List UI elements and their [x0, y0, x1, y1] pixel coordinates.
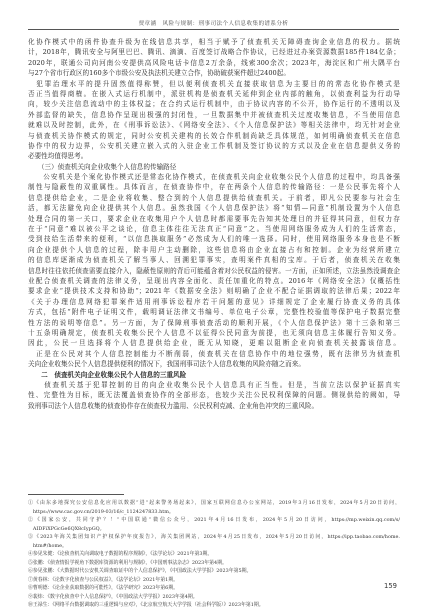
- footnote: ⑦黄春林：《论数字化侦查与公民权益》，《法学论坛》2021年第1期。: [28, 576, 179, 583]
- text-line: 处理合同的第一关口，要求企业在收集用户个人信息时都需要事先告知其处理目的并征得其同意，但权力存: [28, 214, 400, 223]
- section-heading: （三）侦查机关向企业收集个人信息的传输路径: [28, 162, 177, 171]
- text-line: 计，2018年，腾讯安全与阿里巴巴、腾讯、滴滴、百度签订战略合作协议，已经进过办案资源数据185件184亿条；: [28, 48, 400, 57]
- text-line: 向企业提供个人信息的过程，除非用户主动删除，这些信息将由企业直接占有和控制。企业为经营所建立: [28, 245, 400, 254]
- section-heading: 二 侦查机关向企业收集公民个人信息的三重风险: [28, 370, 187, 379]
- footnote: ③《2023年海关集团知识产护权保护年度报告》，海关集团网站，2024年4月25日发布，2024年5月20日访问，https://ipp.taobao.com/home.: [28, 534, 400, 540]
- footnotes: [28, 499, 400, 610]
- text-line: 犯罪治理水平的提升固然值得称赞，但以便利侦查机关直接获取信息为主要目的的常态化协作模式是: [28, 79, 400, 88]
- text-line: 必要性均值得思考。: [28, 152, 88, 161]
- text-line: 关向企业收集公民个人信息提供便利的情况下，我国刑事司法个人信息收集的风险亦随之而来。: [28, 360, 305, 369]
- footnote: ⑤张鹏：《侦查情报学视角下数据库资源的利用与规制》，《中国刑事法杂志》2023年第4期。: [28, 559, 227, 566]
- text-line: 要求企业“提供技术支持和协助”；2021年《数据安全法》则明确了企业不配合证据调取的法律后果；2022年: [28, 287, 400, 296]
- footnote: ⑨裴炜：《数字化侦查中个人信息保护》，《中国政法大学学报》2023年第4期。: [28, 593, 198, 600]
- text-line: 活，都无法避免向企业提供其个人信息。虽然我国《个人信息保护法》将“知情—同意”机制设置为个人信息: [28, 204, 400, 213]
- text-line: 信息提供给企业，二是企业将收集、整合到的个人信息提供给侦查机关。于前者，即凡公民要参与社会生: [28, 193, 400, 202]
- text-line: 因此，公民一旦选择将个人信息提供给企业，既无从知晓，更难以阻断企业向侦查机关披露该信息。: [28, 339, 400, 348]
- text-line: 业配合侦查机关调查的法律义务，呈现出内容全面化、责任加重化的特点。2016年《网络安全法》仅概括性: [28, 276, 400, 285]
- text-line: 正是在公民对其个人信息控制能力不断削弱，侦查机关在信息协作中的地位强势，既有法律另为侦查机: [28, 349, 400, 358]
- body-text: [28, 37, 400, 411]
- text-line: 《关于办理信息网络犯罪案件适用刑事诉讼程序若干问题的意见》详细规定了企业履行协查义务的具体: [28, 297, 400, 306]
- footnote: https://www.cac.gov.cn/2019-03/16/c_1124247833.htm。: [28, 508, 174, 515]
- footnote: htm#/home。: [28, 542, 67, 549]
- text-line: 十五条明确规定，侦查机关收集公民个人信息不以征得公民同意为前提，也无须向信息主体履行告知义务。: [28, 328, 400, 337]
- running-head: 贾章涵 风险与规制：刑事司法个人信息收集的谱系分析: [138, 21, 289, 27]
- text-line: 否正当值得商榷。在嵌入式运行机制中，派驻机构是侦查机关延伸到企业内部的触角，以侦查利益为行动导: [28, 89, 400, 98]
- text-line: 致刑事司法个人信息收集的侦查协作存在侦查权力滥用、公民权利克减、企业角色冲突的三重风险。: [28, 401, 319, 410]
- footnote: ②《国家公安，共同守护？！”中国联通”微信公众号，2021年4月16日发布，2024年5月20日访问，https://mp.weixin.qq.com/s/: [28, 517, 400, 523]
- text-line: 受到技给生活带来的便利，“以信息换取服务”必然成为人们的唯一选择。同时，使用网络服务本身也是不断: [28, 235, 400, 244]
- text-line: 侦查机关基于犯罪控制的目的向企业收集公民个人信息具有正当性。但是，当前立法以保护证据真实: [28, 380, 400, 389]
- text-line: 的信息库逐渐成为侦查机关了解当事人、回溯犯罪事实，查明案件真相的宝库。于后者，侦查机关在收集: [28, 256, 400, 265]
- text-line: 性、完整性为目标，既无法覆盖侦查协作的全部形态，也较少关注公民权利保障的问题。侧视供给的阙如，导: [28, 391, 400, 400]
- text-line: 协作中的权力边界，公安机关建立嵌入式的入驻企业工作机制及签订协议的方式以及企业在信息提供义务的: [28, 141, 400, 150]
- footnote: ⑥参见张鹏：《大数据时代公安机关调查取证中的个人信息保护》，《中国政法大学学报》2023年第5期。: [28, 568, 252, 574]
- text-line: 就难以及时控制，此外，在《刑事诉讼法》、《网络安全法》、《个人信息保护法》等相关法律中，均无针对企业: [28, 121, 400, 130]
- footnote: AIDFiXPGcGe6QX8cIypGQ。: [28, 525, 105, 532]
- text-line: 制性与隐蔽性的双重属性。具体而言，在侦查协作中，存在两条个人信息的传输路径：一是公民事先将个人: [28, 183, 400, 192]
- page-number: 159: [384, 582, 397, 590]
- text-line: 性方法的说明等信息”。另一方面，为了保障刑事侦查活动的顺利开展，《个人信息保护法》第十三条和第三: [28, 318, 400, 327]
- text-line: 外部监督的缺失，信息协作呈现出极强的封闭性，一旦数据集中并被侦查机关过度收集信息，不当使用信息: [28, 110, 400, 119]
- text-line: 2020年，联通公司向河南公安提供高风险电话卡信息2万余条，线索300余次；2023年，海淀区和广州大隅平台: [28, 58, 400, 67]
- footnote: ⑩王禄生：《网络平台数据调取的三重逻辑与应对》，《北京航空航天大学学报（社会科学版）》2023年第1期。: [28, 602, 264, 608]
- text-line: 化协作模式中的函件协查升级为在线信息共享，相当于赋予了侦查机关无障碍查询企业信息的权力。据统: [28, 38, 400, 46]
- text-line: 信息时往往依托侦查需要直接介入，隐蔽性原则的背后可能蕴含着对公民权益的侵害。一方面，正如所述，立法虽然没调查企: [28, 266, 400, 275]
- text-line: 向，较少关注信息流动中的主体权益；在合约式运行机制中，由于协议内容的不公开，协作运行的不透明以及: [28, 100, 400, 109]
- footnote: ①《由东多地探究公安信息化应用以数据”进“起来警务场起来》，国家互联网信息办公室网站，2019年3月16日发布，2024年5月20日访问，: [28, 500, 400, 506]
- text-line: 公安机关是个案化协作模式还是常态化协作模式，在侦查机关向企业收集公民个人信息的过程中，均具备强: [28, 173, 400, 182]
- footnote: ⑧曹明德：《论企业获取数据的可能性》，《法学研究》2023年第6期。: [28, 585, 179, 591]
- text-line: 方式，包括“附件电子证明文件，载明调证法律文书编号、单位电子公章，完整性校验值等保护电子数据完整: [28, 308, 400, 317]
- footnote-rule: [28, 494, 124, 495]
- footnote: ④参见朱健：《论侦查机关向调取电子数据的程序规制》，《法学论坛》2021年第3期。: [28, 551, 213, 557]
- text-line: 与27个省市行政区的160多个市级公安及执法机关建立合作，协助破获案件超过2400起。: [28, 69, 290, 78]
- text-line: 在于“同意”难以被公平之谈论，信息主体往往无法真正“同意”之。当使用网络服务成为人们的生活常态，: [28, 225, 400, 234]
- header-rule: [28, 29, 399, 30]
- text-line: 与侦查机关协作模式的规定，同时公安机关建构的长效合作机制尚缺乏具体规范，如何明确侦查机关在信息: [28, 131, 400, 140]
